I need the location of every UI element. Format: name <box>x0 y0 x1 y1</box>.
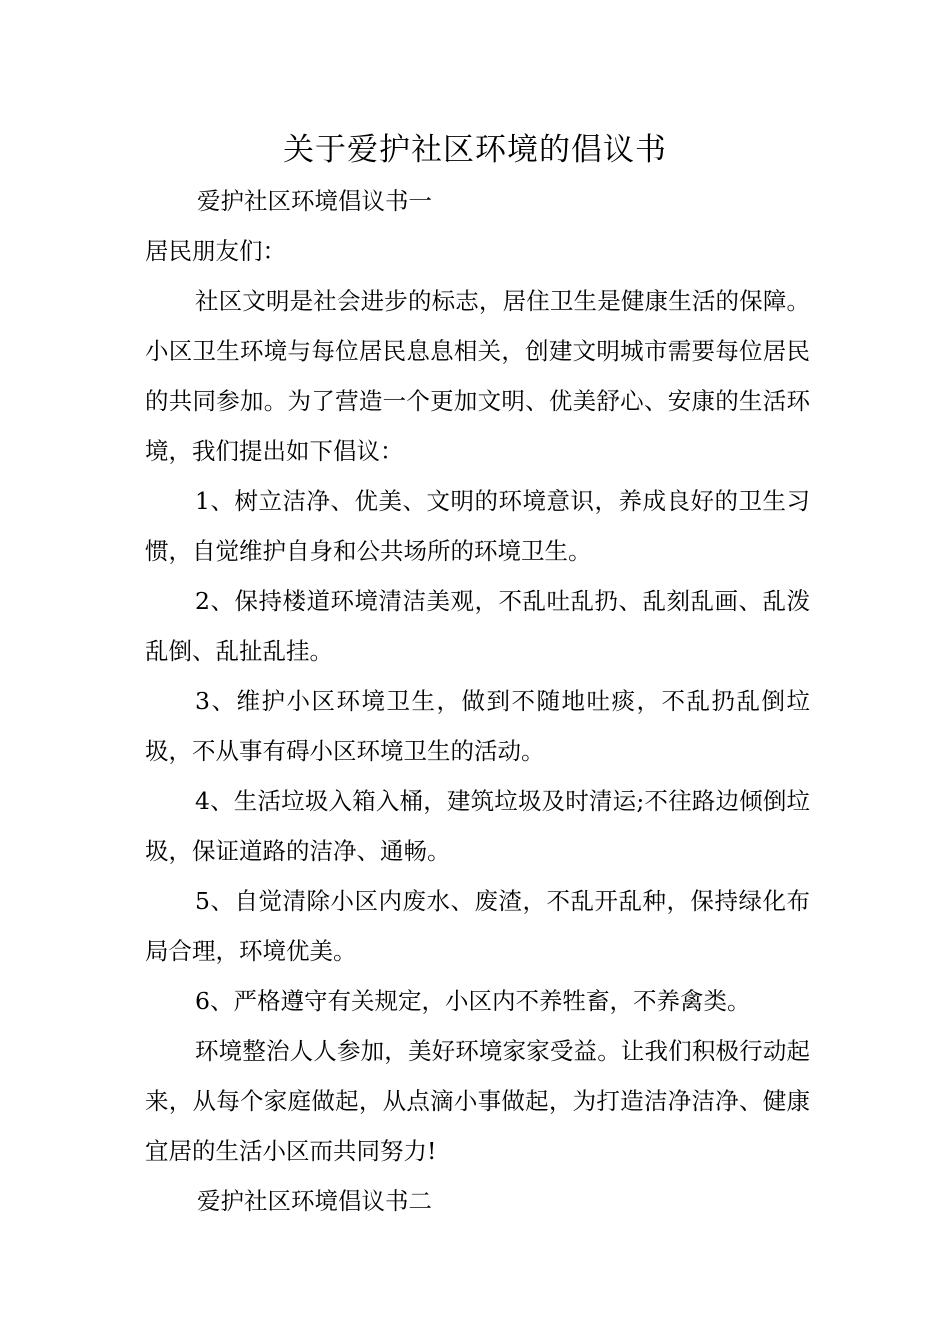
salutation: 居民朋友们： <box>145 237 286 265</box>
intro-paragraph: 社区文明是社会进步的标志，居住卫生是健康生活的保障。小区卫生环境与每位居民息息相关，创建文明城市需要每位居民的共同参加。为了营造一个更加文明、优美舒心、安康的生活环境，我们提出如下倡议： <box>145 287 810 465</box>
proposal-item-2: 2、保持楼道环境清洁美观，不乱吐乱扔、乱刻乱画、乱泼乱倒、乱扯乱挂。 <box>145 587 810 665</box>
document-body <box>145 176 810 1226</box>
proposal-item-3: 3、维护小区环境卫生，做到不随地吐痰，不乱扔乱倒垃圾，不从事有碍小区环境卫生的活动。 <box>145 687 810 765</box>
document-title: 关于爱护社区环境的倡议书 <box>283 132 667 168</box>
section-two-heading: 爱护社区环境倡议书二 <box>197 1187 432 1215</box>
proposal-item-5: 5、自觉清除小区内废水、废渣，不乱开乱种，保持绿化布局合理，环境优美。 <box>145 887 810 965</box>
section-one-heading: 爱护社区环境倡议书一 <box>197 187 432 215</box>
proposal-item-1: 1、树立洁净、优美、文明的环境意识，养成良好的卫生习惯，自觉维护自身和公共场所的环境卫生。 <box>145 487 810 565</box>
proposal-item-4: 4、生活垃圾入箱入桶，建筑垃圾及时清运;不往路边倾倒垃圾，保证道路的洁净、通畅。 <box>145 787 810 865</box>
proposal-item-6: 6、严格遵守有关规定，小区内不养牲畜，不养禽类。 <box>195 987 751 1015</box>
closing-paragraph: 环境整治人人参加，美好环境家家受益。让我们积极行动起来，从每个家庭做起，从点滴小事做起，为打造洁净洁净、健康宜居的生活小区而共同努力! <box>145 1037 810 1165</box>
